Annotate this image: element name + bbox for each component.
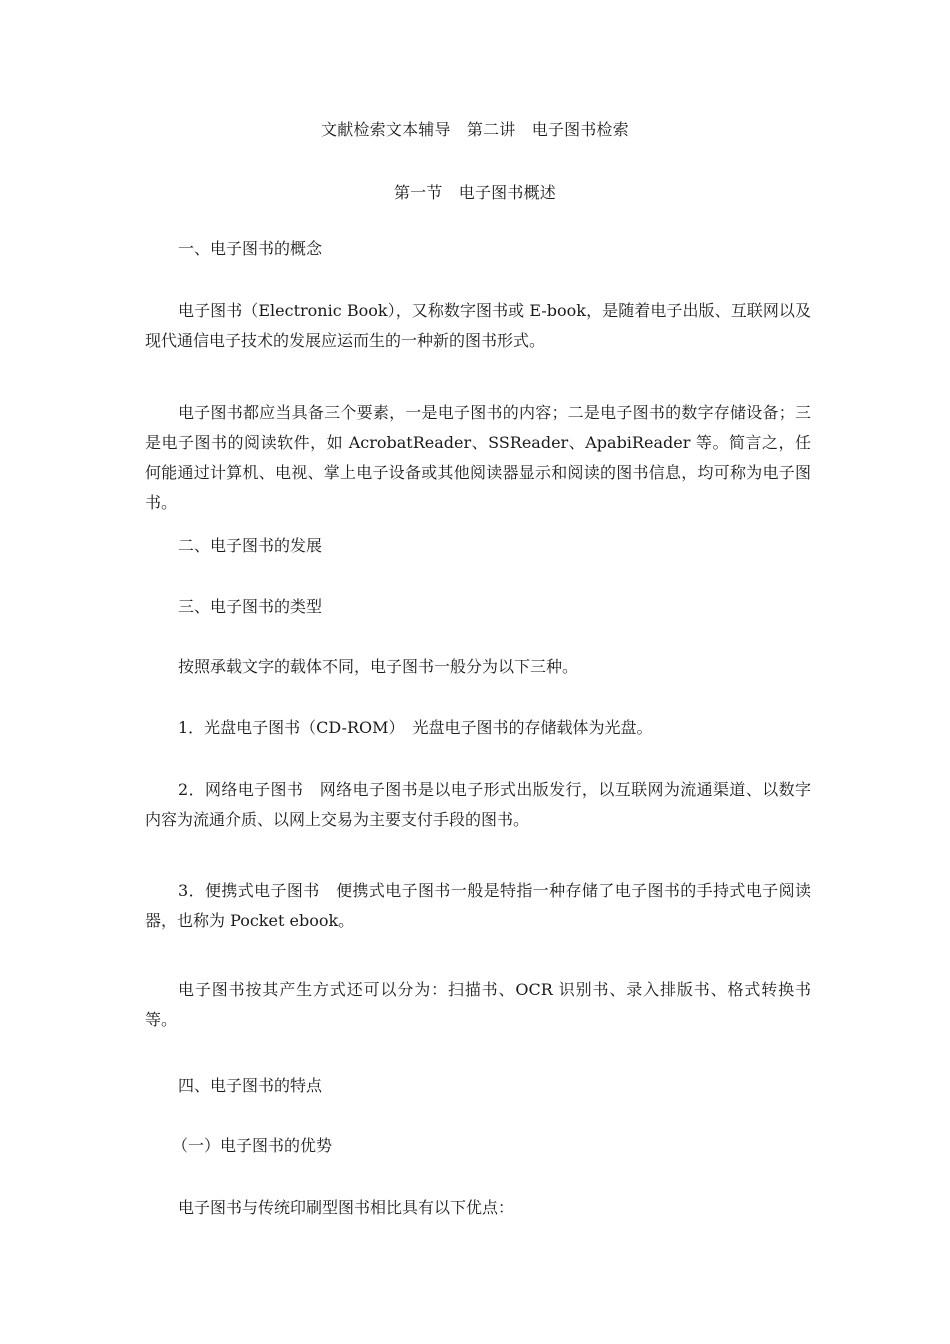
paragraph-types-intro: 按照承载文字的载体不同，电子图书一般分为以下三种。 xyxy=(178,657,579,676)
paragraph-elements: 电子图书都应当具备三个要素，一是电子图书的内容；二是电子图书的数字存储设备；三是电子图书的阅读软件，如 AcrobatReader、SSReader、ApabiReader 等。简言之，任何能通过计算机、电视、掌上电子设备或其他阅读器显示和阅读的图书信息，均可称为电子图书。 xyxy=(145,403,811,512)
heading-types: 三、电子图书的类型 xyxy=(178,597,323,616)
document-title: 文献检索文本辅导 第二讲 电子图书检索 xyxy=(321,120,629,139)
heading-concept: 一、电子图书的概念 xyxy=(178,239,323,258)
paragraph-portable-ebook: 3．便携式电子图书 便携式电子图书一般是特指一种存储了电子图书的手持式电子阅读器，也称为 Pocket ebook。 xyxy=(145,881,811,930)
paragraph-production-methods: 电子图书按其产生方式还可以分为：扫描书、OCR 识别书、录入排版书、格式转换书等。 xyxy=(145,980,811,1029)
paragraph-network-ebook: 2．网络电子图书 网络电子图书是以电子形式出版发行，以互联网为流通渠道、以数字内容为流通介质、以网上交易为主要支付手段的图书。 xyxy=(145,780,811,829)
section-title: 第一节 电子图书概述 xyxy=(393,183,556,202)
paragraph-advantages-intro: 电子图书与传统印刷型图书相比具有以下优点： xyxy=(178,1198,515,1217)
heading-development: 二、电子图书的发展 xyxy=(178,536,323,555)
paragraph-definition: 电子图书（Electronic Book），又称数字图书或 E-book，是随着电子出版、互联网以及现代通信电子技术的发展应运而生的一种新的图书形式。 xyxy=(145,301,811,350)
paragraph-cdrom: 1．光盘电子图书（CD-ROM） 光盘电子图书的存储载体为光盘。 xyxy=(178,718,653,737)
heading-advantages: （一）电子图书的优势 xyxy=(172,1136,333,1155)
heading-features: 四、电子图书的特点 xyxy=(178,1076,323,1095)
